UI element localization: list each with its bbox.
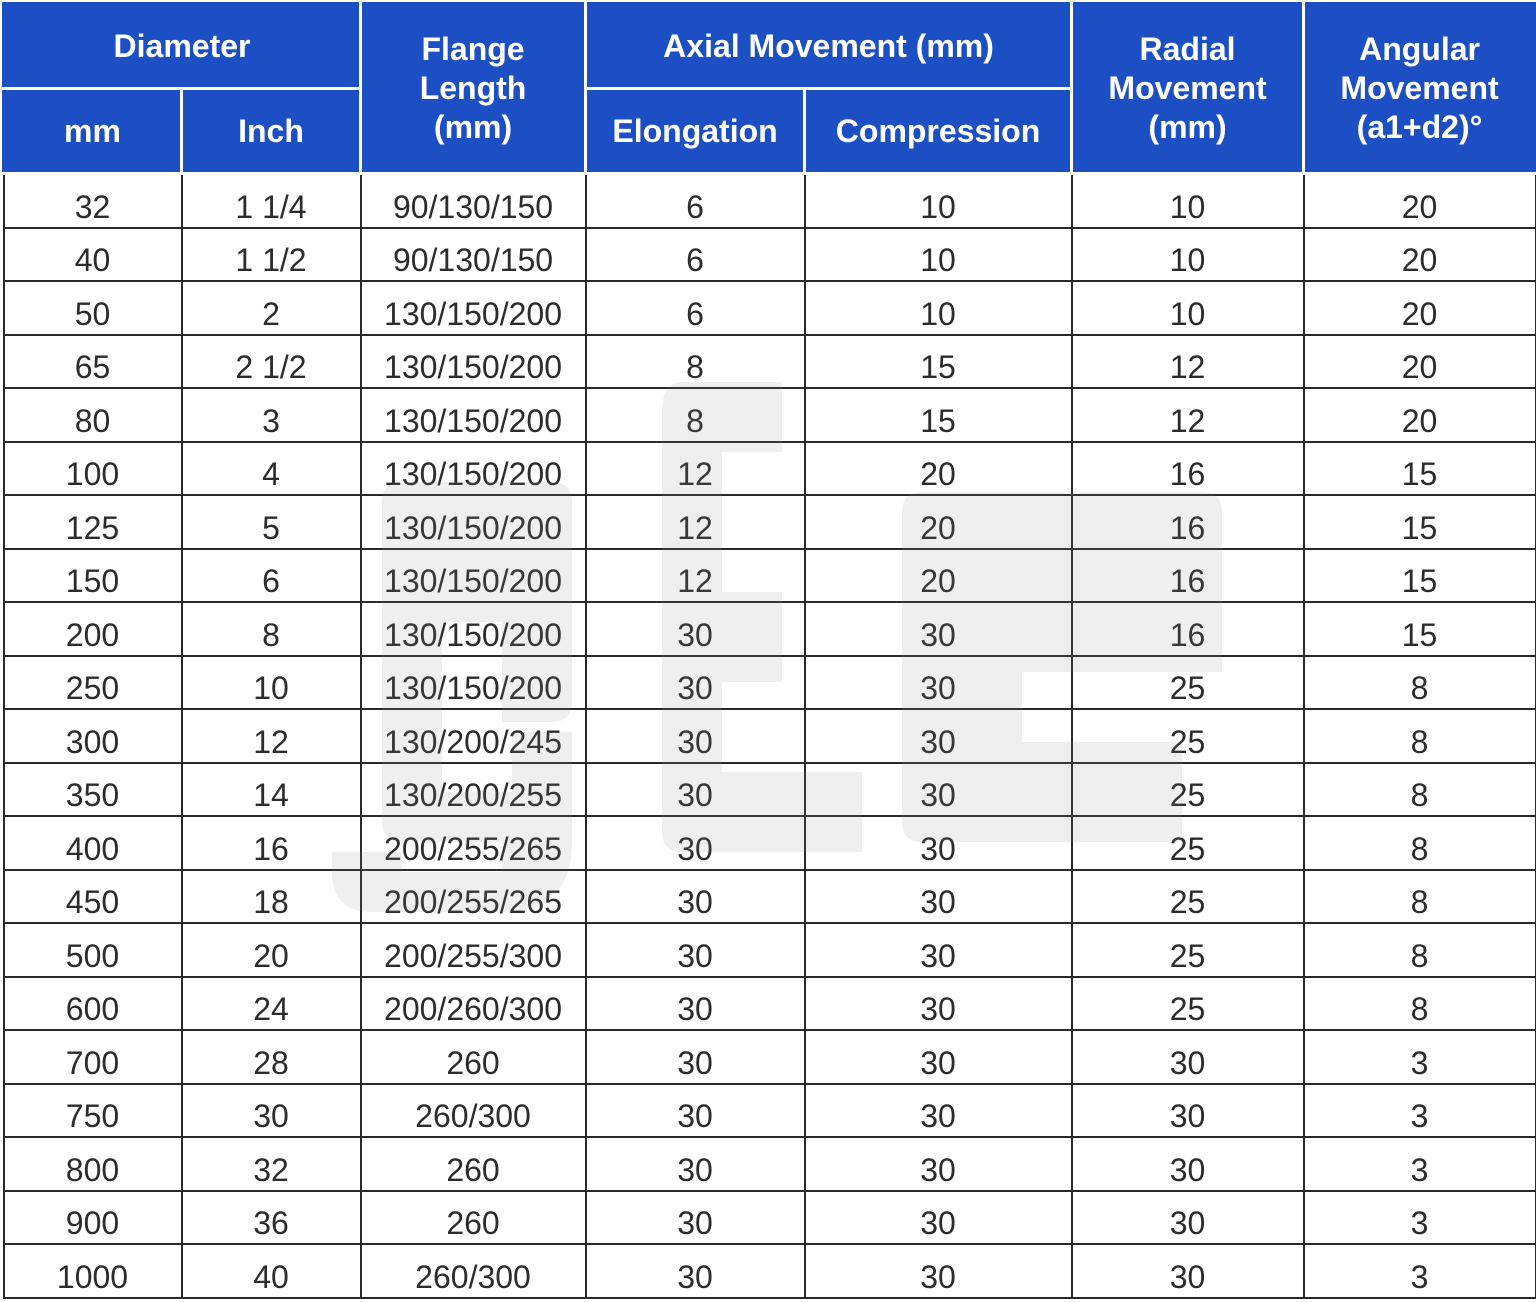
cell-diameter-inch: 16 [182, 816, 361, 870]
cell-compression: 30 [805, 709, 1072, 763]
table-row [4, 549, 1536, 603]
cell-compression: 30 [805, 1244, 1072, 1298]
table-row [4, 228, 1536, 282]
cell-radial-movement: 10 [1072, 174, 1304, 228]
cell-diameter-mm: 400 [4, 816, 182, 870]
header-angular-movement: Angular Movement (a1+d2)° [1304, 4, 1536, 174]
cell-flange-length: 90/130/150 [361, 228, 586, 282]
cell-diameter-inch: 28 [182, 1030, 361, 1084]
cell-elongation: 6 [586, 174, 805, 228]
table-row [4, 977, 1536, 1031]
table-row [4, 335, 1536, 389]
cell-elongation: 6 [586, 228, 805, 282]
cell-radial-movement: 10 [1072, 281, 1304, 335]
cell-flange-length: 130/200/255 [361, 763, 586, 817]
cell-diameter-inch: 2 [182, 281, 361, 335]
cell-elongation: 30 [586, 1244, 805, 1298]
cell-angular-movement: 3 [1304, 1030, 1536, 1084]
cell-angular-movement: 8 [1304, 977, 1536, 1031]
header-radial-movement: Radial Movement (mm) [1072, 4, 1304, 174]
cell-diameter-inch: 3 [182, 388, 361, 442]
cell-angular-movement: 8 [1304, 923, 1536, 977]
table-row [4, 388, 1536, 442]
header-mm: mm [4, 89, 182, 174]
table-row [4, 1191, 1536, 1245]
cell-elongation: 30 [586, 816, 805, 870]
cell-diameter-mm: 800 [4, 1137, 182, 1191]
cell-compression: 30 [805, 1137, 1072, 1191]
cell-radial-movement: 16 [1072, 442, 1304, 496]
cell-elongation: 6 [586, 281, 805, 335]
cell-flange-length: 260/300 [361, 1084, 586, 1138]
cell-elongation: 30 [586, 870, 805, 924]
cell-elongation: 30 [586, 709, 805, 763]
header-compression: Compression [805, 89, 1072, 174]
cell-diameter-mm: 600 [4, 977, 182, 1031]
cell-flange-length: 200/255/265 [361, 816, 586, 870]
table-row [4, 656, 1536, 710]
cell-diameter-mm: 40 [4, 228, 182, 282]
cell-compression: 30 [805, 1030, 1072, 1084]
cell-flange-length: 90/130/150 [361, 174, 586, 228]
cell-angular-movement: 20 [1304, 388, 1536, 442]
cell-radial-movement: 25 [1072, 709, 1304, 763]
cell-diameter-inch: 20 [182, 923, 361, 977]
cell-angular-movement: 3 [1304, 1191, 1536, 1245]
cell-diameter-mm: 65 [4, 335, 182, 389]
cell-angular-movement: 8 [1304, 656, 1536, 710]
cell-diameter-inch: 1 1/2 [182, 228, 361, 282]
cell-radial-movement: 25 [1072, 870, 1304, 924]
expansion-joint-spec-table [2, 2, 1536, 1299]
cell-compression: 15 [805, 388, 1072, 442]
cell-diameter-inch: 18 [182, 870, 361, 924]
cell-angular-movement: 15 [1304, 442, 1536, 496]
cell-elongation: 30 [586, 656, 805, 710]
table-row [4, 1030, 1536, 1084]
cell-flange-length: 130/150/200 [361, 602, 586, 656]
cell-compression: 10 [805, 174, 1072, 228]
cell-diameter-inch: 24 [182, 977, 361, 1031]
table-row [4, 816, 1536, 870]
cell-angular-movement: 20 [1304, 174, 1536, 228]
cell-elongation: 30 [586, 602, 805, 656]
cell-angular-movement: 20 [1304, 228, 1536, 282]
cell-diameter-mm: 150 [4, 549, 182, 603]
cell-compression: 30 [805, 763, 1072, 817]
cell-compression: 15 [805, 335, 1072, 389]
cell-flange-length: 130/150/200 [361, 549, 586, 603]
cell-angular-movement: 3 [1304, 1084, 1536, 1138]
table-header [4, 4, 1536, 174]
cell-angular-movement: 3 [1304, 1244, 1536, 1298]
cell-flange-length: 130/150/200 [361, 335, 586, 389]
cell-elongation: 12 [586, 442, 805, 496]
cell-diameter-mm: 450 [4, 870, 182, 924]
cell-flange-length: 260 [361, 1137, 586, 1191]
cell-elongation: 8 [586, 388, 805, 442]
cell-compression: 10 [805, 228, 1072, 282]
cell-angular-movement: 8 [1304, 870, 1536, 924]
cell-compression: 30 [805, 1084, 1072, 1138]
cell-angular-movement: 3 [1304, 1137, 1536, 1191]
cell-radial-movement: 30 [1072, 1030, 1304, 1084]
table-row [4, 1244, 1536, 1298]
cell-diameter-mm: 1000 [4, 1244, 182, 1298]
cell-flange-length: 260/300 [361, 1244, 586, 1298]
cell-compression: 20 [805, 495, 1072, 549]
cell-diameter-mm: 50 [4, 281, 182, 335]
table-row [4, 442, 1536, 496]
cell-radial-movement: 16 [1072, 602, 1304, 656]
cell-diameter-mm: 200 [4, 602, 182, 656]
cell-flange-length: 130/150/200 [361, 281, 586, 335]
cell-flange-length: 130/150/200 [361, 442, 586, 496]
cell-diameter-inch: 30 [182, 1084, 361, 1138]
cell-radial-movement: 30 [1072, 1244, 1304, 1298]
cell-diameter-mm: 100 [4, 442, 182, 496]
spec-sheet [2, 2, 1534, 1300]
header-inch: Inch [182, 89, 361, 174]
table-row [4, 174, 1536, 228]
table-row [4, 870, 1536, 924]
cell-radial-movement: 25 [1072, 977, 1304, 1031]
cell-angular-movement: 15 [1304, 549, 1536, 603]
cell-angular-movement: 8 [1304, 816, 1536, 870]
cell-angular-movement: 8 [1304, 763, 1536, 817]
cell-diameter-inch: 1 1/4 [182, 174, 361, 228]
table-row [4, 923, 1536, 977]
header-elongation: Elongation [586, 89, 805, 174]
header-flange-length: Flange Length (mm) [361, 4, 586, 174]
cell-radial-movement: 25 [1072, 763, 1304, 817]
cell-radial-movement: 25 [1072, 816, 1304, 870]
cell-radial-movement: 16 [1072, 495, 1304, 549]
cell-diameter-mm: 750 [4, 1084, 182, 1138]
cell-diameter-inch: 8 [182, 602, 361, 656]
cell-elongation: 30 [586, 1191, 805, 1245]
cell-diameter-inch: 6 [182, 549, 361, 603]
table-row [4, 602, 1536, 656]
table-body [4, 174, 1536, 1298]
cell-diameter-mm: 900 [4, 1191, 182, 1245]
cell-diameter-inch: 5 [182, 495, 361, 549]
cell-compression: 30 [805, 977, 1072, 1031]
cell-compression: 10 [805, 281, 1072, 335]
table-row [4, 1137, 1536, 1191]
cell-radial-movement: 30 [1072, 1137, 1304, 1191]
header-diameter: Diameter [4, 4, 361, 89]
table-row [4, 1084, 1536, 1138]
cell-flange-length: 200/255/300 [361, 923, 586, 977]
cell-diameter-inch: 36 [182, 1191, 361, 1245]
cell-elongation: 30 [586, 1030, 805, 1084]
cell-elongation: 8 [586, 335, 805, 389]
cell-diameter-inch: 14 [182, 763, 361, 817]
cell-diameter-inch: 32 [182, 1137, 361, 1191]
cell-flange-length: 130/150/200 [361, 656, 586, 710]
cell-diameter-inch: 2 1/2 [182, 335, 361, 389]
cell-diameter-inch: 10 [182, 656, 361, 710]
table-row [4, 709, 1536, 763]
cell-radial-movement: 30 [1072, 1084, 1304, 1138]
cell-angular-movement: 8 [1304, 709, 1536, 763]
cell-flange-length: 260 [361, 1030, 586, 1084]
cell-angular-movement: 20 [1304, 281, 1536, 335]
cell-compression: 30 [805, 870, 1072, 924]
cell-radial-movement: 16 [1072, 549, 1304, 603]
cell-angular-movement: 20 [1304, 335, 1536, 389]
cell-flange-length: 200/255/265 [361, 870, 586, 924]
cell-diameter-mm: 300 [4, 709, 182, 763]
cell-radial-movement: 10 [1072, 228, 1304, 282]
cell-flange-length: 200/260/300 [361, 977, 586, 1031]
cell-compression: 30 [805, 602, 1072, 656]
cell-flange-length: 130/150/200 [361, 495, 586, 549]
cell-diameter-inch: 12 [182, 709, 361, 763]
cell-radial-movement: 12 [1072, 388, 1304, 442]
cell-flange-length: 260 [361, 1191, 586, 1245]
cell-elongation: 30 [586, 977, 805, 1031]
cell-diameter-mm: 350 [4, 763, 182, 817]
table-row [4, 495, 1536, 549]
cell-elongation: 30 [586, 763, 805, 817]
cell-elongation: 30 [586, 923, 805, 977]
table-row [4, 281, 1536, 335]
cell-diameter-mm: 80 [4, 388, 182, 442]
cell-flange-length: 130/200/245 [361, 709, 586, 763]
cell-compression: 30 [805, 923, 1072, 977]
cell-radial-movement: 25 [1072, 656, 1304, 710]
cell-elongation: 30 [586, 1084, 805, 1138]
cell-compression: 30 [805, 1191, 1072, 1245]
cell-flange-length: 130/150/200 [361, 388, 586, 442]
cell-diameter-mm: 250 [4, 656, 182, 710]
cell-elongation: 12 [586, 495, 805, 549]
cell-elongation: 12 [586, 549, 805, 603]
table-row [4, 763, 1536, 817]
cell-diameter-mm: 500 [4, 923, 182, 977]
cell-radial-movement: 30 [1072, 1191, 1304, 1245]
cell-diameter-inch: 4 [182, 442, 361, 496]
cell-diameter-mm: 32 [4, 174, 182, 228]
cell-compression: 20 [805, 442, 1072, 496]
cell-compression: 20 [805, 549, 1072, 603]
cell-angular-movement: 15 [1304, 602, 1536, 656]
cell-radial-movement: 25 [1072, 923, 1304, 977]
cell-angular-movement: 15 [1304, 495, 1536, 549]
cell-radial-movement: 12 [1072, 335, 1304, 389]
cell-diameter-inch: 40 [182, 1244, 361, 1298]
cell-elongation: 30 [586, 1137, 805, 1191]
header-axial-movement: Axial Movement (mm) [586, 4, 1072, 89]
cell-diameter-mm: 125 [4, 495, 182, 549]
cell-compression: 30 [805, 816, 1072, 870]
cell-compression: 30 [805, 656, 1072, 710]
cell-diameter-mm: 700 [4, 1030, 182, 1084]
